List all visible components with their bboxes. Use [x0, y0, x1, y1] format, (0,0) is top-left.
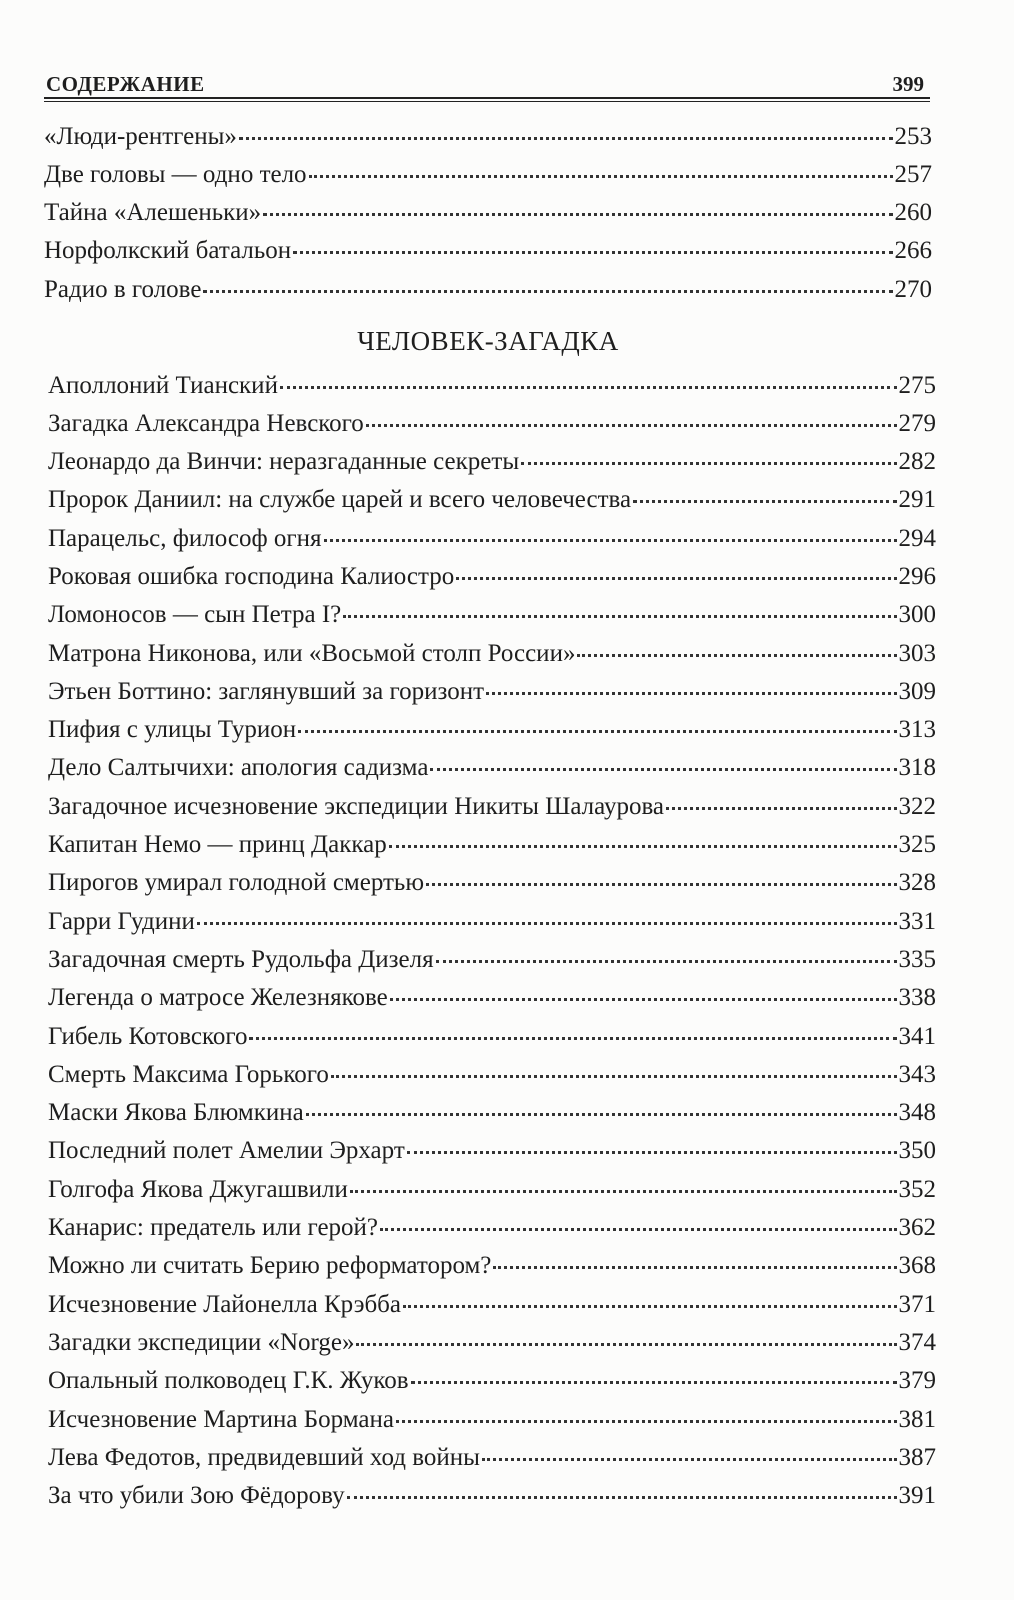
toc-entry [48, 1056, 936, 1094]
toc-entry-title: Загадки экспедиции «Norge» [48, 1328, 355, 1356]
toc-entry-title: Смерть Максима Горького [48, 1060, 329, 1088]
toc-entry-title: Норфолкский батальон [44, 237, 292, 265]
toc-entry-title: Ломоносов — сын Петра I? [48, 601, 342, 629]
toc-entry [48, 827, 936, 865]
toc-entry-page: 266 [894, 237, 932, 265]
toc-entry-title: Аполлоний Тианский [48, 371, 278, 399]
toc-entry [48, 482, 936, 520]
toc-entry-title: Роковая ошибка господина Калиостро [48, 562, 455, 590]
toc-entry-title: Пирогов умирал голодной смертью [48, 869, 425, 897]
toc-entry-page: 282 [898, 448, 936, 476]
toc-entry [48, 444, 936, 482]
toc-entry [48, 712, 936, 750]
toc-entry-page: 325 [898, 831, 936, 859]
toc-entry-title: Тайна «Алешеньки» [44, 199, 262, 227]
toc-entry-page: 253 [894, 122, 932, 150]
toc-entry-page: 338 [898, 984, 936, 1012]
toc-entry-page: 374 [898, 1328, 936, 1356]
toc-entry [48, 635, 936, 673]
toc-entry-title: «Люди-рентгены» [44, 122, 237, 150]
toc-entry-page: 343 [898, 1060, 936, 1088]
toc-leader-dots [482, 1435, 897, 1461]
toc-entry-page: 296 [898, 562, 936, 590]
toc-entry [48, 597, 936, 635]
toc-entry [44, 271, 932, 309]
toc-leader-dots [411, 1359, 897, 1385]
toc-entry-page: 328 [898, 869, 936, 897]
header-rule [44, 97, 930, 102]
toc-leader-dots [366, 401, 897, 427]
toc-entry [48, 1210, 936, 1248]
toc-entry [48, 1133, 936, 1171]
toc-leader-dots [426, 861, 896, 887]
toc-entry [48, 1478, 936, 1516]
toc-entry [48, 865, 936, 903]
toc-entry [48, 520, 936, 558]
running-head-title: СОДЕРЖАНИЕ [46, 72, 205, 96]
toc-leader-dots [331, 1052, 897, 1078]
toc-leader-dots [390, 976, 897, 1002]
page-number: 399 [892, 72, 924, 96]
toc-entry [44, 156, 932, 194]
toc-entry [48, 367, 936, 405]
running-head [44, 70, 930, 104]
toc-list-top [44, 118, 932, 309]
toc-entry-page: 300 [898, 601, 936, 629]
toc-entry-title: Пророк Даниил: на службе царей и всего человечества [48, 486, 632, 514]
toc-entry [48, 405, 936, 443]
toc-entry-title: Загадочное исчезновение экспедиции Никиты Шалаурова [48, 792, 665, 820]
toc-entry-title: Исчезновение Лайонелла Крэбба [48, 1290, 402, 1318]
toc-entry-page: 341 [898, 1022, 936, 1050]
toc-leader-dots [239, 114, 893, 140]
toc-entry-title: За что убили Зою Фёдорову [48, 1482, 345, 1510]
toc-entry-title: Гибель Котовского [48, 1022, 248, 1050]
toc-entry-title: Матрона Никонова, или «Восьмой столп России» [48, 639, 576, 667]
toc-entry-page: 275 [898, 371, 936, 399]
toc-entry-page: 379 [898, 1367, 936, 1395]
toc-leader-dots [298, 708, 896, 734]
toc-entry-title: Две головы — одно тело [44, 160, 307, 188]
toc-entry [48, 788, 936, 826]
toc-leader-dots [293, 229, 892, 255]
toc-entry-page: 270 [894, 275, 932, 303]
toc-entry-page: 309 [898, 677, 936, 705]
toc-entry [48, 673, 936, 711]
toc-entry [48, 1363, 936, 1401]
toc-entry-page: 291 [898, 486, 936, 514]
toc-leader-dots [403, 1282, 896, 1308]
toc-entry-page: 303 [898, 639, 936, 667]
toc-leader-dots [350, 1167, 897, 1193]
toc-entry [48, 1439, 936, 1477]
toc-entry-title: Последний полет Амелии Эрхарт [48, 1137, 405, 1165]
toc-entry-title: Легенда о матросе Железнякове [48, 984, 388, 1012]
toc-entry-page: 257 [894, 160, 932, 188]
toc-leader-dots [407, 1129, 897, 1155]
toc-leader-dots [456, 554, 896, 580]
toc-entry-title: Этьен Боттино: заглянувший за горизонт [48, 677, 485, 705]
toc-entry-title: Гарри Гудини [48, 907, 195, 935]
toc-entry-title: Парацельс, философ огня [48, 524, 322, 552]
toc-entry [44, 118, 932, 156]
toc-leader-dots [197, 899, 897, 925]
toc-entry [48, 1248, 936, 1286]
toc-leader-dots [309, 152, 893, 178]
toc-entry-page: 368 [898, 1252, 936, 1280]
toc-entry-title: Леонардо да Винчи: неразгаданные секреты [48, 448, 520, 476]
toc-entry-page: 279 [898, 409, 936, 437]
toc-entry [48, 941, 936, 979]
toc-entry-page: 352 [898, 1175, 936, 1203]
toc-entry-page: 362 [898, 1214, 936, 1242]
toc-leader-dots [486, 669, 896, 695]
toc-entry-title: Маски Якова Блюмкина [48, 1099, 304, 1127]
toc-entry-title: Можно ли считать Берию реформатором? [48, 1252, 492, 1280]
toc-entry-page: 335 [898, 945, 936, 973]
toc-leader-dots [203, 267, 892, 293]
toc-leader-dots [263, 191, 892, 217]
toc-entry [48, 1286, 936, 1324]
toc-entry-title: Голгофа Якова Джугашвили [48, 1175, 348, 1203]
toc-entry-page: 381 [898, 1405, 936, 1433]
toc-entry-page: 313 [898, 716, 936, 744]
toc-entry-title: Капитан Немо — принц Даккар [48, 831, 387, 859]
toc-entry-page: 348 [898, 1099, 936, 1127]
toc-entry [48, 558, 936, 596]
toc-entry-title: Канарис: предатель или герой? [48, 1214, 379, 1242]
toc-entry [48, 1018, 936, 1056]
toc-leader-dots [380, 1206, 896, 1232]
toc-leader-dots [493, 1244, 896, 1270]
section-heading: ЧЕЛОВЕК-ЗАГАДКА [357, 326, 619, 356]
toc-leader-dots [249, 1014, 896, 1040]
toc-entry-page: 371 [898, 1290, 936, 1318]
toc-entry-title: Загадка Александра Невского [48, 409, 364, 437]
toc-entry-page: 331 [898, 907, 936, 935]
toc-entry [48, 750, 936, 788]
toc-leader-dots [396, 1397, 897, 1423]
toc-entry-page: 318 [898, 754, 936, 782]
toc-list-section [48, 367, 936, 1516]
toc-entry [44, 195, 932, 233]
toc-entry [48, 903, 936, 941]
toc-entry-title: Исчезновение Мартина Бормана [48, 1405, 394, 1433]
toc-leader-dots [577, 631, 896, 657]
toc-entry [48, 1401, 936, 1439]
toc-leader-dots [343, 593, 896, 619]
toc-entry-page: 260 [894, 199, 932, 227]
toc-entry [44, 233, 932, 271]
toc-entry-page: 350 [898, 1137, 936, 1165]
toc-leader-dots [280, 363, 897, 389]
toc-leader-dots [306, 1091, 897, 1117]
toc-entry-title: Пифия с улицы Турион [48, 716, 297, 744]
toc-leader-dots [389, 823, 897, 849]
toc-entry [48, 1324, 936, 1362]
toc-leader-dots [633, 478, 896, 504]
toc-entry [48, 980, 936, 1018]
toc-leader-dots [666, 784, 896, 810]
toc-leader-dots [347, 1474, 897, 1500]
toc-entry-title: Радио в голове [44, 275, 202, 303]
toc-entry [48, 1171, 936, 1209]
toc-leader-dots [436, 937, 897, 963]
toc-entry-page: 387 [898, 1443, 936, 1471]
toc-entry-page: 294 [898, 524, 936, 552]
toc-entry-title: Загадочная смерть Рудольфа Дизеля [48, 945, 434, 973]
toc-entry-title: Дело Салтычихи: апология садизма [48, 754, 429, 782]
toc-entry-title: Лева Федотов, предвидевший ход войны [48, 1443, 480, 1471]
toc-leader-dots [521, 440, 896, 466]
toc-leader-dots [430, 746, 896, 772]
toc-entry-page: 322 [898, 792, 936, 820]
toc-entry-page: 391 [898, 1482, 936, 1510]
toc-leader-dots [324, 516, 897, 542]
toc-entry [48, 1095, 936, 1133]
toc-entry-title: Опальный полководец Г.К. Жуков [48, 1367, 409, 1395]
toc-leader-dots [356, 1320, 896, 1346]
